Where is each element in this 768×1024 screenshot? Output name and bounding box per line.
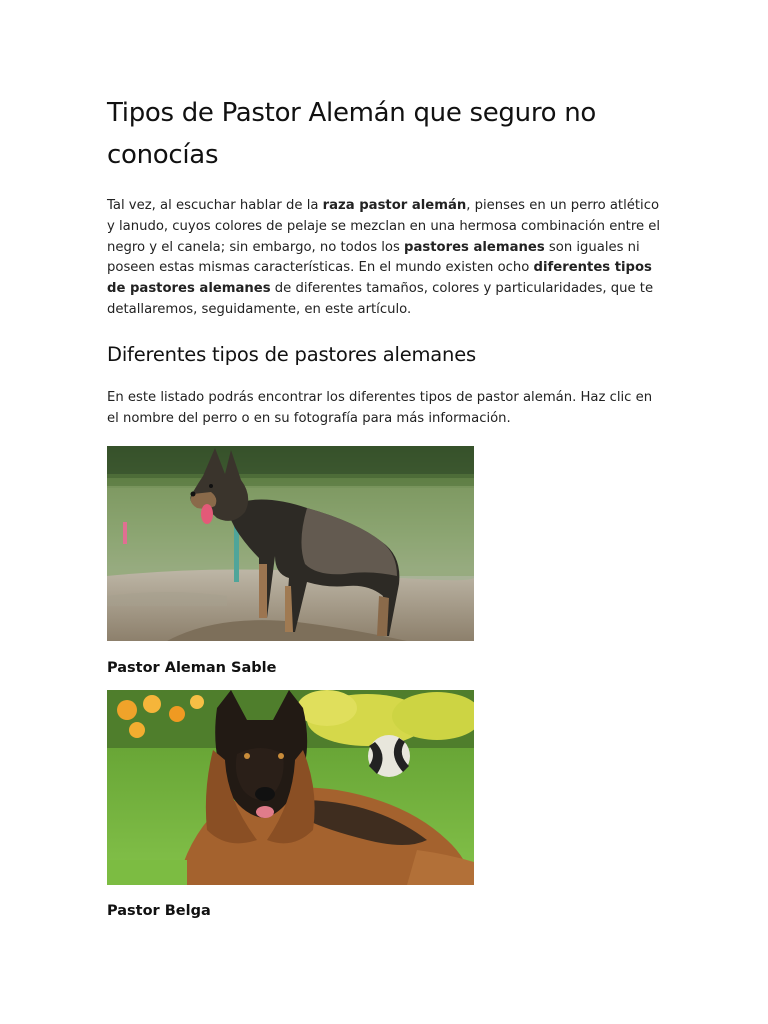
intro-text-1: Tal vez, al escuchar hablar de la	[107, 198, 323, 213]
intro-bold-3: diferentes tipos de pastores alemanes	[107, 260, 652, 297]
dog-photo-belga[interactable]	[107, 690, 474, 885]
page-title: Tipos de Pastor Alemán que seguro no conocías	[107, 98, 596, 170]
intro-text-4: de diferentes tamaños, colores y particularidades, que te detallaremos, seguidamente, en este artículo.	[107, 281, 654, 317]
sable-dog-illustration	[107, 446, 474, 641]
intro-text-3: son iguales ni poseen estas mismas características. En el mundo existen ocho	[107, 239, 640, 276]
section-paragraph: En este listado podrás encontrar los diferentes tipos de pastor alemán. Haz clic en el nombre del perro o en su fotografía para más información.	[107, 389, 653, 426]
dog-caption-belga[interactable]: Pastor Belga	[107, 903, 211, 920]
belga-dog-illustration	[107, 690, 474, 885]
dog-photo-sable[interactable]	[107, 446, 474, 641]
dog-caption-sable[interactable]: Pastor Aleman Sable	[107, 660, 277, 677]
intro-bold-2: pastores alemanes	[404, 239, 545, 255]
dog-photo-link-belga[interactable]	[107, 690, 474, 885]
section-title: Diferentes tipos de pastores alemanes	[107, 342, 476, 366]
intro-bold-1: raza pastor alemán	[322, 198, 467, 213]
intro-paragraph	[107, 196, 667, 321]
dog-photo-link-sable[interactable]	[107, 446, 474, 641]
article	[107, 92, 667, 921]
intro-text-2: , pienses en un perro atlético y lanudo, cuyos colores de pelaje se mezclan en una hermosa combinación entre el negro y el canela; sin embargo, no todos los	[107, 198, 661, 255]
